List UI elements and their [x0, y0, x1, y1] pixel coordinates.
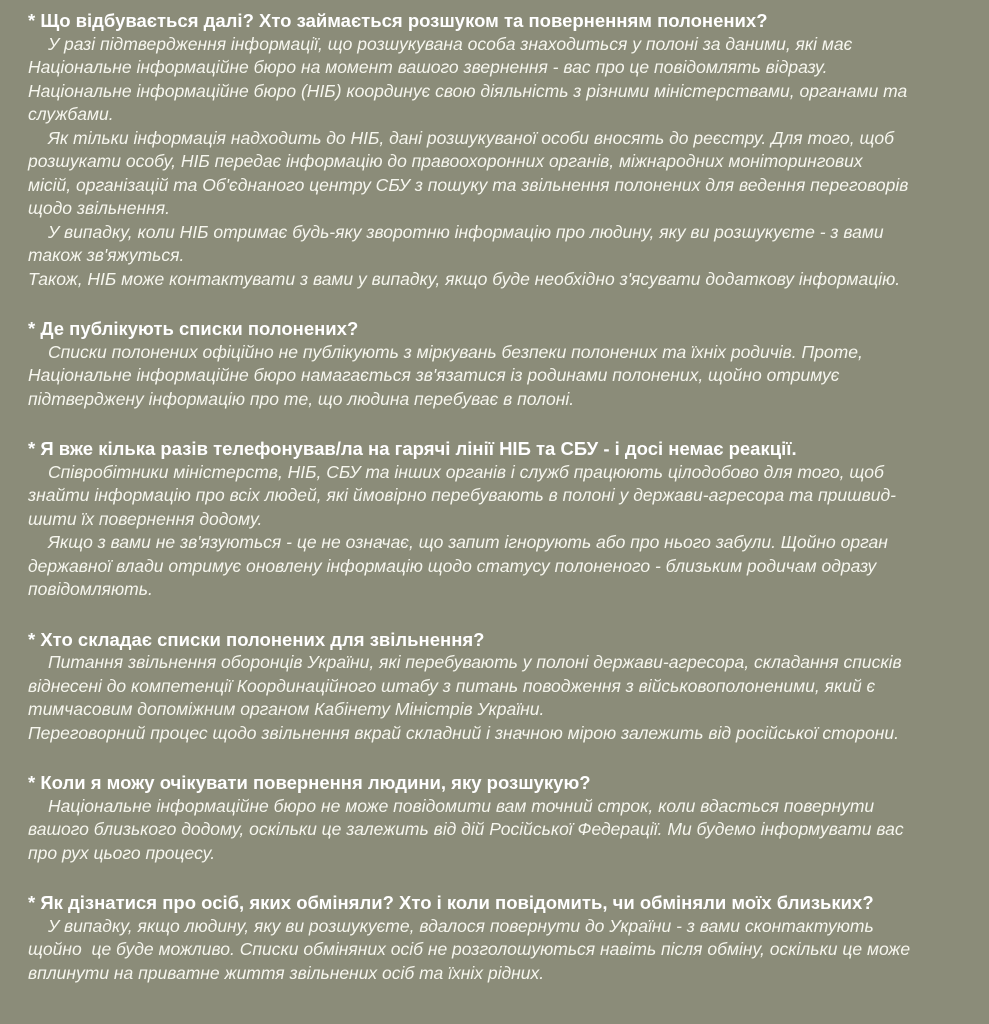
text-line: вплинути на приватне життя звільнених осіб та їхніх рідних. — [28, 962, 545, 983]
section-heading: * Як дізнатися про осіб, яких обміняли? Хто і коли повідомить, чи обміняли моїх близьких? — [28, 892, 874, 913]
text-line: Співробітники міністерств, НІБ, СБУ та інших органів і служб працюють цілодобово для того, щоб — [48, 461, 884, 482]
text-line: також зв'яжуться. — [28, 245, 185, 265]
text-line: Якщо з вами не зв'язуються - це не означає, що запит ігнорують або про нього забули. Щойно орган — [48, 532, 888, 552]
text-line: віднесені до компетенції Координаційного штабу з питань поводження з військовополоненими, який є — [28, 675, 876, 696]
text-line: підтверджену інформацію про те, що людина перебуває в полоні. — [28, 388, 575, 409]
text-line: про рух цього процесу. — [28, 842, 216, 863]
faq-section — [28, 628, 965, 746]
text-line: шити їх повернення додому. — [28, 508, 263, 529]
text-line: державної влади отримує оновлену інформацію щодо статусу полоненого - близьким родичам одразу — [28, 555, 877, 576]
text-line: Національне інформаційне бюро не може повідомити вам точний строк, коли вдасться повернути — [48, 795, 875, 816]
text-line: повідомляють. — [28, 579, 153, 599]
section-heading: * Коли я можу очікувати повернення людини, яку розшукую? — [28, 772, 591, 793]
faq-section — [28, 437, 965, 602]
text-line: Як тільки інформація надходить до НІБ, дані розшукуваної особи вносять до реєстру. Для того, щоб — [48, 127, 894, 148]
text-line: Питання звільнення оборонців України, які перебувають у полоні держави-агресора, складання списків — [48, 652, 902, 672]
faq-section — [28, 317, 965, 411]
faq-section — [28, 771, 965, 865]
text-line: У випадку, якщо людину, яку ви розшукуєте, вдалося повернути до України - з вами сконтактують — [48, 915, 874, 936]
text-line: Національне інформаційне бюро на момент вашого звернення - вас про це повідомлять відразу. — [28, 57, 828, 77]
faq-section — [28, 891, 965, 985]
text-line: розшукати особу, НІБ передає інформацію до правоохоронних органів, міжнародних моніторингових — [28, 151, 863, 171]
text-line: тимчасовим допоміжним органом Кабінету Міністрів України. — [28, 699, 545, 719]
text-line: Списки полонених офіційно не публікують з міркувань безпеки полонених та їхніх родичів. Проте, — [48, 341, 863, 362]
section-heading: * Що відбувається далі? Хто займається розшуком та поверненням полонених? — [28, 10, 768, 31]
text-line: У випадку, коли НІБ отримає будь-яку зворотню інформацію про людину, яку ви розшукуєте - з вами — [48, 221, 884, 242]
text-line: Також, НІБ може контактувати з вами у випадку, якщо буде необхідно з'ясувати додаткову інформацію. — [28, 268, 901, 289]
text-line: службами. — [28, 104, 114, 124]
text-line: знайти інформацію про всіх людей, які ймовірно перебувають в полоні у держави-агресора та пришвид- — [28, 485, 897, 505]
text-line: вашого близького додому, оскільки це залежить від дій Російської Федерації. Ми будемо інформувати вас — [28, 819, 904, 839]
text-line: Національне інформаційне бюро (НІБ) координує свою діяльність з різними міністерствами, органами та — [28, 80, 908, 101]
text-line: Національне інформаційне бюро намагається зв'язатися із родинами полонених, щойно отримує — [28, 365, 840, 385]
text-line: У разі підтвердження інформації, що розшукувана особа знаходиться у полоні за даними, які має — [48, 33, 853, 54]
text-line: місій, організацій та Об'єднаного центру СБУ з пошуку та звільнення полонених для ведення переговорів — [28, 174, 909, 195]
text-line: Переговорний процес щодо звільнення вкрай складний і значною мірою залежить від російської сторони. — [28, 722, 899, 743]
faq-section — [28, 9, 965, 291]
section-heading: * Хто складає списки полонених для звільнення? — [28, 628, 485, 650]
text-line: щодо звільнення. — [28, 198, 170, 218]
section-heading: * Я вже кілька разів телефонував/ла на гарячі лінії НІБ та СБУ - і досі немає реакції. — [28, 438, 797, 459]
section-heading: * Де публікують списки полонених? — [28, 318, 359, 339]
text-line: щойно це буде можливо. Списки обміняних осіб не розголошуються навіть після обміну, оскільки це може — [28, 939, 911, 959]
